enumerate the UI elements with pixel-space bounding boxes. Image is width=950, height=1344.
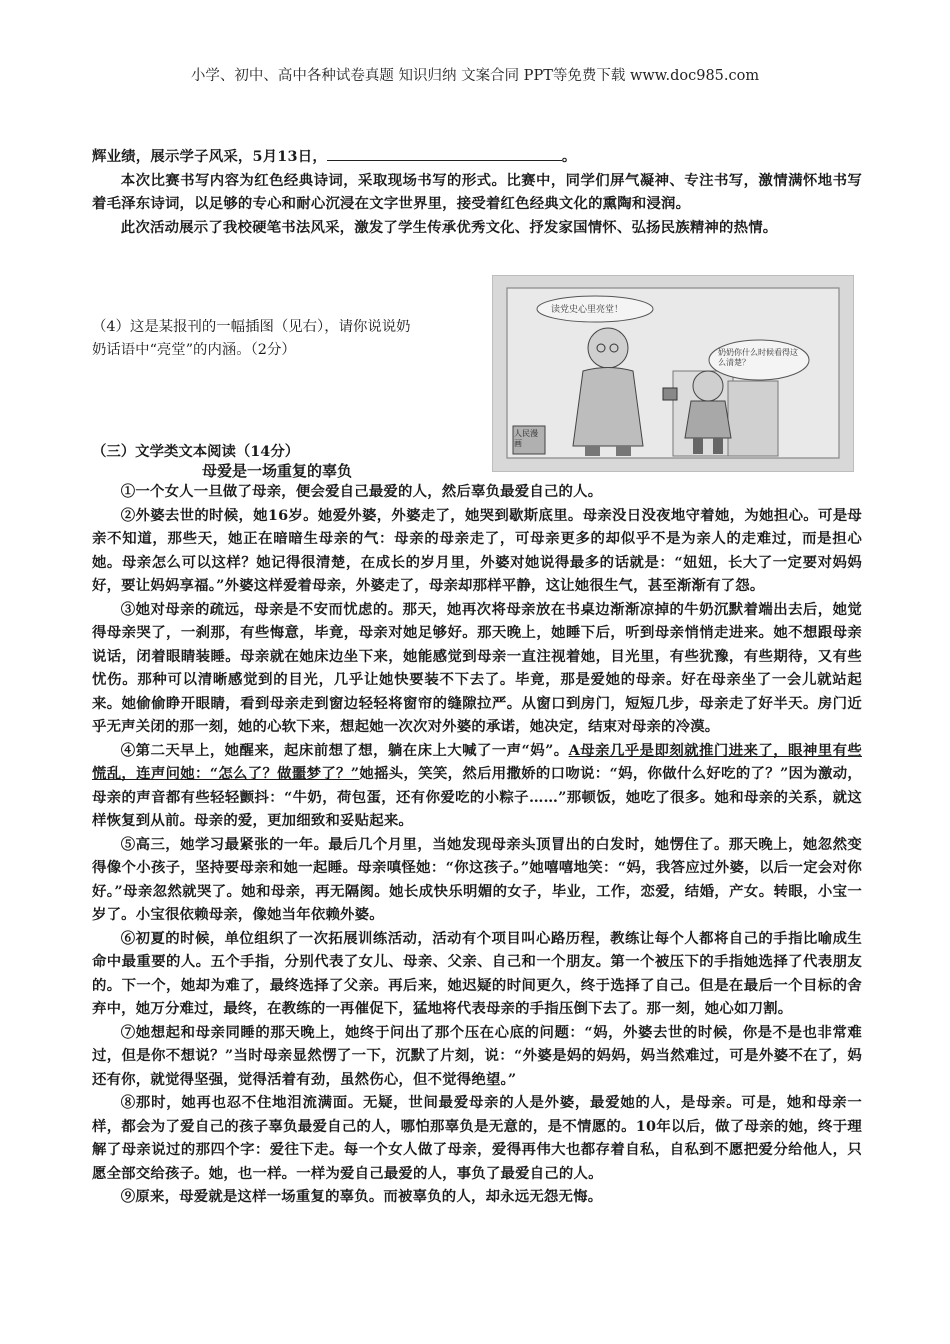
article-paragraph-1: ①一个女人一旦做了母亲，便会爱自己最爱的人，然后辜负最爱自己的人。 [120,483,603,500]
intro-p1-prefix: 辉业绩，展示学子风采，5月13日， [92,148,327,165]
question-4: （4）这是某报刊的一幅插图（见右），请你说说奶奶话语中“亮堂”的内涵。（2分） [92,319,411,358]
page-header: 小学、初中、高中各种试卷真题 知识归纳 文案合同 PPT等免费下载 www.doc985.com [190,68,760,84]
article-paragraph-5: ⑤高三，她学习最紧张的一年。最后几个月里，当她发现母亲头顶冒出的白发时，她愣住了。那天晚上，她忽然变得像个小孩子，坚持要母亲和她一起睡。母亲嗔怪她：“你这孩子。”她嘻嘻地笑：“妈，我答应过外婆，以后一定会对你好。”母亲忽然就哭了。她和母亲，再无隔阂。她长成快乐明媚的女子，毕业，工作，恋爱，结婚，产女。转眼，小宝一岁了。小宝很依赖母亲，像她当年依赖外婆。 [92,835,862,923]
intro-text [92,145,862,239]
illustration-bubble-right: 奶奶你什么时候看得这么清楚？ [718,348,798,367]
intro-paragraph-1 [92,145,862,169]
article-p4-underlined: A母亲几乎是即刻就推门进来了，眼神里有些慌乱，连声问她：“怎么了？做噩梦了？” [92,741,863,782]
illustration-stamp: 人民漫画 [514,429,538,448]
article-p4-a: ④第二天早上，她醒来，起床前想了想，躺在床上大喊了一声“妈”。 [120,741,569,759]
section-title: （三）文学类文本阅读（14分） [92,443,300,460]
cartoon-drawing [493,276,853,471]
illustration-bubble-left: 读党史心里亮堂！ [551,305,624,315]
newspaper-illustration [492,275,854,472]
article-paragraph-6: ⑥初夏的时候，单位组织了一次拓展训练活动，活动有个项目叫心路历程，教练让每个人都将自己的手指比喻成生命中最重要的人。五个手指，分别代表了女儿、母亲、父亲、自己和一个朋友。第一个被压下的手指她选择了代表朋友的。下一个，她却为难了，最终选择了父亲。再后来，她迟疑的时间更久，终于选择了自己。但是在最后一个目标的舍弃中，她万分难过，最终，在教练的一再催促下，猛地将代表母亲的手指压倒下去了。那一刻，她心如刀割。 [92,929,862,1017]
intro-paragraph-3: 此次活动展示了我校硬笔书法风采，激发了学生传承优秀文化、抒发家国情怀、弘扬民族精神的热情。 [120,218,778,236]
article-paragraph-2: ②外婆去世的时候，她16岁。她爱外婆，外婆走了，她哭到歇斯底里。母亲没日没夜地守着她，为她担心。可是母亲不知道，那些天，她正在暗暗生母亲的气：母亲的母亲走了，可母亲更多的却似乎不是为亲人的走难过，而是担心她。母亲怎么可以这样？她记得很清楚，在成长的岁月里，外婆对她说得最多的话就是：“妞妞，长大了一定要对妈妈好，要让妈妈享福。”外婆这样爱着母亲，外婆走了，母亲却那样平静，这让她很生气，甚至渐渐有了怨。 [92,506,862,594]
answer-blank[interactable] [327,146,562,161]
article-title: 母爱是一场重复的辜负 [202,462,353,480]
article-paragraph-7: ⑦她想起和母亲同睡的那天晚上，她终于问出了那个压在心底的问题：“妈，外婆去世的时候，你是不是也非常难过，但是你不想说？”当时母亲显然愣了一下，沉默了片刻，说：“外婆是妈的妈妈，妈当然难过，可是外婆不在了，妈还有你，就觉得坚强，觉得活着有劲，虽然伤心，但不觉得绝望。” [92,1023,862,1088]
article-body [92,480,862,1209]
intro-p1-suffix: 。 [561,148,577,165]
article-paragraph-3: ③她对母亲的疏远，母亲是不安而忧虑的。那天，她再次将母亲放在书桌边渐渐凉掉的牛奶沉默着端出去后，她觉得母亲哭了，一刹那，有些悔意，毕竟，母亲对她足够好。那天晚上，她睡下后，听到母亲悄悄走进来。她不想跟母亲说话，闭着眼睛装睡。母亲就在她床边坐下来，她能感觉到母亲一直注视着她，目光里，有些犹豫，有些期待，又有些忧伤。那种可以清晰感觉到的目光，几乎让她快要装不下去了。毕竟，那是爱她的母亲。好在母亲坐了一会儿就站起来。她偷偷睁开眼睛，看到母亲走到窗边轻轻将窗帘的缝隙拉严。从窗口到房门，短短几步，母亲走了好半天。房门近乎无声关闭的那一刻，她的心软下来，想起她一次次对外婆的承诺，她决定，结束对母亲的冷漠。 [92,600,862,735]
intro-paragraph-2: 本次比赛书写内容为红色经典诗词，采取现场书写的形式。比赛中，同学们屏气凝神、专注书写，激情满怀地书写着毛泽东诗词，以足够的专心和耐心沉浸在文字世界里，接受着红色经典文化的熏陶和浸润。 [92,171,862,212]
article-paragraph-8: ⑧那时，她再也忍不住地泪流满面。无疑，世间最爱母亲的人是外婆，最爱她的人，是母亲。可是，她和母亲一样，都会为了爱自己的孩子辜负最爱自己的人，哪怕那辜负是无意的，是不情愿的。10年以后，做了母亲的她，终于理解了母亲说过的那四个字：爱往下走。每一个女人做了母亲，爱得再伟大也都存着自私，自私到不愿把爱分给他人，只愿全部交给孩子。她，也一样。一样为爱自己最爱的人，事负了最爱自己的人。 [92,1094,862,1182]
article-p4-c: 她摇头，笑笑，然后用撒娇的口吻说：“妈，你做什么好吃的了？”因为激动，母亲的声音都有些轻轻颤抖：“牛奶，荷包蛋，还有你爱吃的小粽子……”那顿饭，她吃了很多。她和母亲的关系，就这样恢复到从前。母亲的爱，更加细致和妥贴起来。 [92,765,863,829]
article-paragraph-4 [92,739,862,833]
article-paragraph-9: ⑨原来，母爱就是这样一场重复的辜负。而被辜负的人，却永远无怨无悔。 [120,1188,603,1205]
